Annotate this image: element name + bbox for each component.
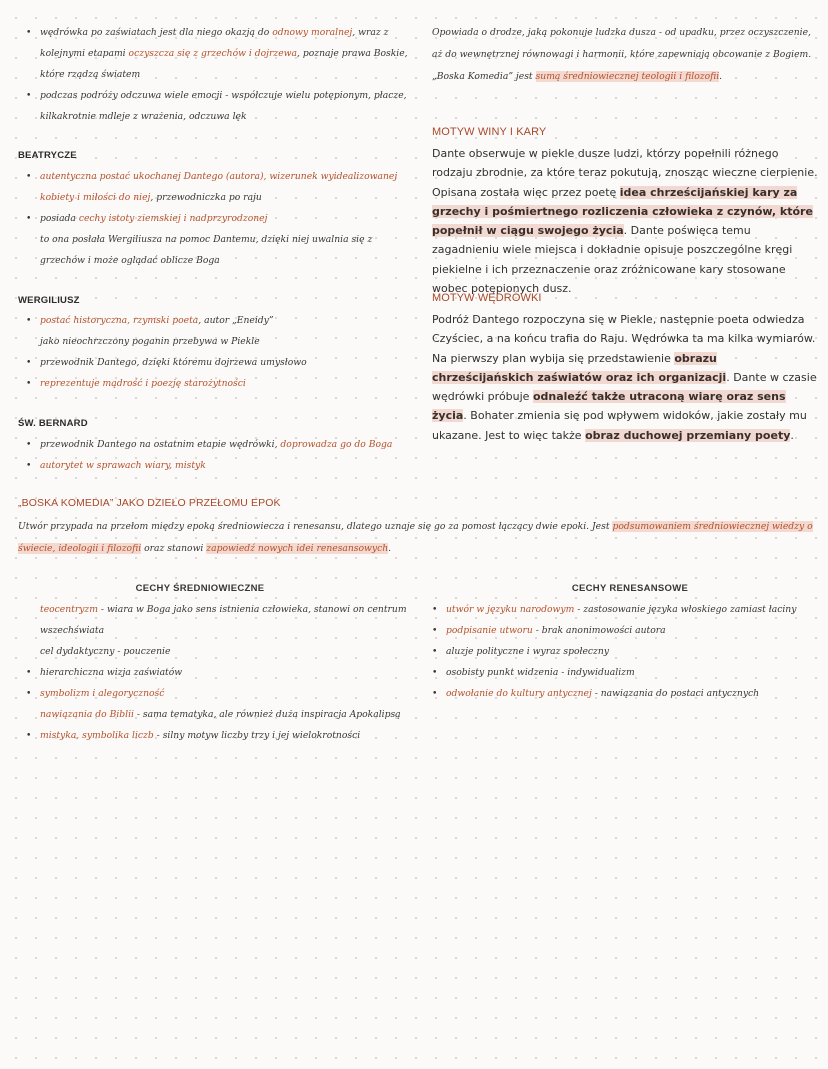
list-item xyxy=(18,85,418,127)
list-item xyxy=(18,208,418,229)
highlighted-text: autentyczna postać ukochanej Dantego (autora), wizerunek wyidealizowanej kobiety i miłości do niej xyxy=(40,171,398,203)
wergiliusz-list xyxy=(18,310,418,394)
motyw-wedrowki-text xyxy=(432,310,820,445)
cechy-sred-heading: CECHY ŚREDNIOWIECZNE xyxy=(135,583,265,594)
highlighted-text: reprezentuje mądrość i poezję starożytności xyxy=(40,378,246,389)
text-segment: Utwór przypada na przełom między epoką średniowiecza i renesansu, dlatego uznaje się go za pomost łączący dwie epoki. Jest xyxy=(18,521,613,532)
marked-text: obrazu chrześcijańskich zaświatów oraz ich organizacji xyxy=(432,351,727,384)
text-segment: aluzje polityczne i wyraz społeczny xyxy=(446,646,609,657)
list-item xyxy=(424,641,824,662)
highlighted-text: odwołanie do kultury antycznej xyxy=(446,688,592,699)
motyw-winy-heading: MOTYW WINY I KARY xyxy=(432,126,547,138)
text-segment: - wiara w Boga jako sens istnienia człowieka, stanowi on centrum wszechświata xyxy=(40,604,407,636)
top-right-notes xyxy=(432,22,820,88)
list-item xyxy=(18,373,418,394)
bernard-list xyxy=(18,434,418,476)
list-item xyxy=(424,662,824,683)
przelom-heading: „BOSKA KOMEDIA” JAKO DZIEŁO PRZEŁOMU EPOK xyxy=(18,497,281,509)
text-segment: przewodnik Dantego, dzięki któremu dojrzewa umysłowo xyxy=(40,357,307,368)
highlighted-text: autorytet w sprawach wiary, mistyk xyxy=(40,460,206,471)
text-segment: - sama tematyka, ale również duża inspiracja Apokalipsą xyxy=(133,709,401,720)
text-segment: wędrówka po zaświatach jest dla niego okazją do xyxy=(40,27,273,38)
list-item xyxy=(18,662,413,683)
text-segment: Dante obserwuje w piekle dusze ludzi, którzy popełnili różnego rodzaju zbrodnie, za które teraz pokutują, znosząc wieczne cierpienie. Opisana została więc przez poetę xyxy=(432,147,818,199)
bernard-heading: ŚW. BERNARD xyxy=(18,418,88,429)
text-segment: - brak anonimowości autora xyxy=(532,625,666,636)
list-item xyxy=(18,641,413,662)
text-segment: , autor „Eneidy” xyxy=(198,315,274,326)
cechy-sred-list xyxy=(18,599,413,746)
przelom-text xyxy=(18,516,823,560)
beatrycze-heading: BEATRYCZE xyxy=(18,150,77,161)
highlighted-text: symbolizm i alegoryczność xyxy=(40,688,165,699)
list-item xyxy=(18,352,418,373)
list-item xyxy=(424,599,824,620)
marked-text: obraz duchowej przemiany poety xyxy=(585,428,791,442)
text-segment: przewodnik Dantego na ostatnim etapie wędrówki, xyxy=(40,439,281,450)
text-segment: posiada xyxy=(40,213,79,224)
beatrycze-list xyxy=(18,166,418,271)
marked-text: odnaleźć także utraconą wiarę oraz sens życia xyxy=(432,390,786,423)
text-segment: . xyxy=(790,428,794,442)
top-left-notes xyxy=(18,22,418,127)
text-segment: . Dante w czasie wędrówki próbuje xyxy=(432,370,817,404)
list-item xyxy=(424,620,824,641)
text-segment: Opowiada o drodze, jaką pokonuje ludzka dusza - od upadku, przez oczyszczenie, aż do wewnętrznej równowagi i harmonii, które zapewniają obcowanie z Bogiem. „Boska Komedia” jest xyxy=(432,27,812,82)
list-item xyxy=(424,683,824,704)
highlighted-text: doprowadza go do Boga xyxy=(280,439,393,450)
motyw-winy-text xyxy=(432,144,820,298)
list-item xyxy=(18,22,418,85)
highlighted-text: odnowy moralnej xyxy=(272,27,353,38)
list-item xyxy=(18,434,418,455)
cechy-ren-list xyxy=(424,599,824,704)
highlighted-text: podpisanie utworu xyxy=(446,625,533,636)
list-item xyxy=(18,166,418,208)
text-segment: - silny motyw liczby trzy i jej wielokrotności xyxy=(153,730,361,741)
list-item xyxy=(18,725,413,746)
text-segment: jako nieochrzczony poganin przebywa w Piekle xyxy=(40,336,260,347)
text-segment: osobisty punkt widzenia - indywidualizm xyxy=(446,667,635,678)
highlighted-text: oczyszcza się z grzechów i dojrzewa xyxy=(128,48,298,59)
list-item xyxy=(18,455,418,476)
text-segment: , przewodniczka po raju xyxy=(150,192,262,203)
highlighted-text: utwór w języku narodowym xyxy=(446,604,575,615)
text-segment: Podróż Dantego rozpoczyna się w Piekle, następnie poeta odwiedza Czyściec, a na końcu trafia do Raju. Wędrówka ta ma kilka wymiarów. Na pierwszy plan wybija się przedstawienie xyxy=(432,313,816,365)
marked-text: sumą średniowiecznej teologii i filozofii xyxy=(535,71,720,82)
text-segment: podczas podróży odczuwa wiele emocji - współczuje wielu potępionym, płacze, kilkakrotnie mdleje z wrażenia, odczuwa lęk xyxy=(40,90,407,122)
list-item xyxy=(18,683,413,704)
motyw-wedrowki-heading: MOTYW WĘDRÓWKI xyxy=(432,292,542,304)
highlighted-text: teocentryzm xyxy=(40,604,98,615)
text-segment: . Dante poświęca temu zagadnieniu wiele miejsca i dokładnie opisuje poszczególne kręgi piekielne i ich przeznaczenie oraz zróżnicowane kary stosowane wobec potępionych dusz. xyxy=(432,224,793,296)
marked-text: idea chrześcijańskiej kary za grzechy i pośmiertnego rozliczenia człowieka z czynów, które popełnił w ciągu swojego życia xyxy=(432,185,813,238)
text-segment: . xyxy=(719,71,723,82)
marked-text: podsumowaniem średniowiecznej wiedzy o świecie, ideologii i filozofii xyxy=(18,521,813,554)
highlighted-text: mistyka, symbolika liczb xyxy=(40,730,154,741)
highlighted-text: nawiązania do Biblii xyxy=(40,709,134,720)
wergiliusz-heading: WERGILIUSZ xyxy=(18,295,80,306)
highlighted-text: postać historyczna, rzymski poeta xyxy=(40,315,199,326)
text-segment: . xyxy=(388,543,392,554)
text-segment: . Bohater zmienia się pod wpływem widoków, jakie zostały mu ukazane. Jest to więc także xyxy=(432,409,807,442)
list-item xyxy=(18,599,413,641)
text-segment: - nawiązania do postaci antycznych xyxy=(591,688,760,699)
list-item xyxy=(18,704,413,725)
list-item xyxy=(18,229,418,271)
list-item xyxy=(18,331,418,352)
text-segment: cel dydaktyczny - pouczenie xyxy=(40,646,171,657)
text-segment: to ona posłała Wergiliusza na pomoc Dantemu, dzięki niej uwalnia się z grzechów i może oglądać oblicze Boga xyxy=(40,234,373,266)
text-segment: oraz stanowi xyxy=(141,543,207,554)
marked-text: zapowiedź nowych idei renesansowych xyxy=(206,543,389,554)
highlighted-text: cechy istoty ziemskiej i nadprzyrodzonej xyxy=(78,213,268,224)
cechy-ren-heading: CECHY RENESANSOWE xyxy=(571,583,689,594)
text-segment: , poznaje prawa Boskie, które rządzą światem xyxy=(40,48,408,80)
text-segment: , wraz z kolejnymi etapami xyxy=(40,27,389,59)
text-segment: - zastosowanie języka włoskiego zamiast łaciny xyxy=(574,604,797,615)
list-item xyxy=(18,310,418,331)
text-segment: hierarchiczna wizja zaświatów xyxy=(40,667,183,678)
